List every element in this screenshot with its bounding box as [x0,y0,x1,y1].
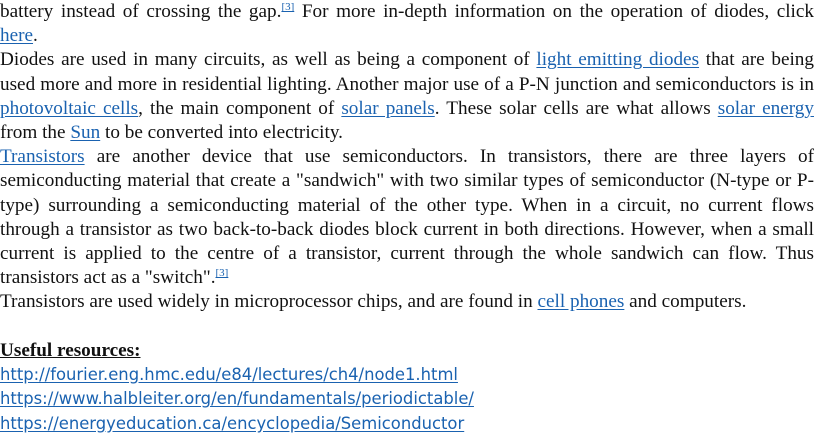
citation-link[interactable]: [3] [215,267,229,280]
resource-link-fourier[interactable]: http://fourier.eng.hmc.edu/e84/lectures/ch4/node1.html [0,364,458,384]
resource-link-energyeducation[interactable]: https://energyeducation.ca/encyclopedia/Semiconductor [0,413,465,433]
text-span: Transistors are used widely in microprocessor chips, and are found in [0,291,538,313]
photovoltaic-cells-link[interactable]: photovoltaic cells [0,97,139,119]
useful-resources-heading: Useful resources: [0,339,141,361]
text-span: are another device that use semiconductors. In transistors, there are three layers of semiconducting material that create a "sandwich" with two similar types of semiconductor (N-type or P-type) surrounding a semiconducting material of the other type. When in a circuit, no current flows through a transistor as two back-to-back diodes block current in both directions. However, when a small current is applied to the centre of a transistor, current through the whole sandwich can flow. Thus transistors act as a "switch". [0,146,814,289]
text-span: that are being used more and more in residential lighting. Another major use of a P-N junction and semiconductors is in [0,49,814,95]
here-link[interactable]: here [0,25,34,47]
text-span: battery instead of crossing the gap. [0,1,282,22]
blank-line [0,315,816,339]
paragraph-transistors [0,145,816,290]
text-span: . [33,25,38,47]
paragraph-diode-uses [0,48,816,145]
solar-energy-link[interactable]: solar energy [717,97,814,119]
solar-panels-link[interactable]: solar panels [341,97,435,119]
resource-link-halbleiter[interactable]: https://www.halbleiter.org/en/fundamentals/periodictable/ [0,389,474,409]
citation-link[interactable]: [3] [281,1,295,13]
sun-link[interactable]: Sun [70,122,101,144]
text-span: and computers. [624,291,747,313]
transistors-link[interactable]: Transistors [0,146,85,168]
text-span: . These solar cells are what allows [434,97,718,119]
paragraph-transistor-uses [0,290,816,314]
light-emitting-diodes-link[interactable]: light emitting diodes [536,49,700,71]
text-span: Diodes are used in many circuits, as well as being a component of [0,49,537,71]
text-span: from the [0,122,71,144]
paragraph-diode-operation [0,0,816,48]
cell-phones-link[interactable]: cell phones [537,291,625,313]
text-span: , the main component of [138,97,342,119]
text-span: to be converted into electricity. [100,122,343,144]
text-span: For more in-depth information on the operation of diodes, click [294,1,814,22]
